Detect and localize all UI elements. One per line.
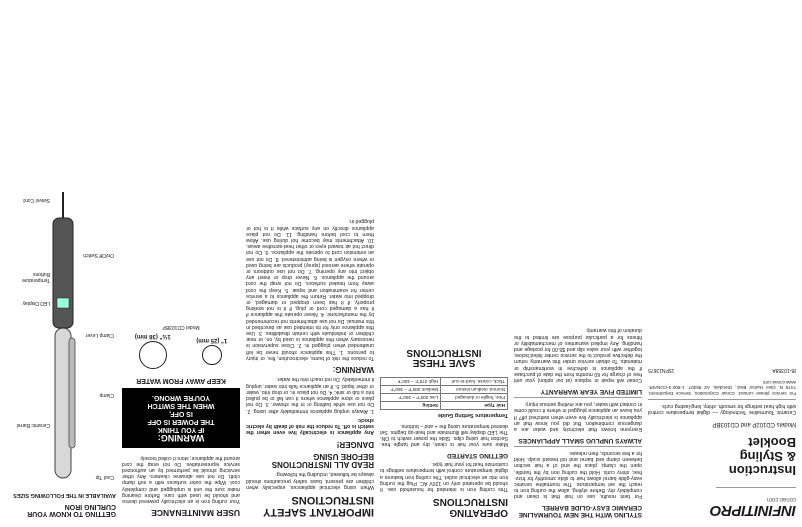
warning-heading: WARNING: [332,365,374,375]
table-header-row [381,402,508,410]
column-header: Setting [381,402,441,410]
warning-line: WHEN THE SWITCH [147,402,215,410]
safety-column [246,8,374,519]
table-row [381,378,508,386]
warning-line: THE POWER IS OFF [147,418,215,426]
save-block [380,346,508,367]
table-cell: Fine, fragile or damaged [441,394,508,402]
part-label: Cool Tip [95,474,114,481]
booklet-title [648,435,796,477]
cover-note: Ceramic Tourmaline Technology — digital temperature control with high heat settings for smooth, shiny, long-lasting curls. [648,402,796,415]
table-cell: Low 200°F – 300°F [381,394,441,402]
maintenance-column [122,8,240,519]
part-label: Clamp [99,392,114,399]
size-model: Model CD103BP [162,324,200,331]
service-address: For service please contact: Conair Corporation, Service Department, 7475 N. Glen Harbor Blvd., Glendale, AZ 85307. 1-800-3-CONAIR. www.conair.com [648,379,796,396]
warranty-text: Conair will repair or replace (at our option) your unit free of charge for 60 months from the date of purchase if the appliance is defective in workmanship or materials. To obtain service under this warranty, return the defective product to the service center listed below, together with your sales slip and $5.00 for postage and handling. Any implied warranties of merchantability or fitness for a particular purpose are limited to the duration of this warranty. [514,327,642,384]
brand-logo: INFINITIPRO [710,502,796,519]
size-small [196,337,227,365]
operating-heading: OPERATING INSTRUCTIONS [433,496,508,518]
curling-iron-diagram [6,188,116,488]
divider [514,446,642,447]
size-circle-icon [139,341,167,369]
divider [716,487,796,488]
print-code: 15PN13675 [648,367,675,374]
curl-size-diagram [122,333,240,369]
warning-line: IF YOU THINK [157,426,205,434]
size-circle-icon [202,345,222,365]
size-large [135,333,171,369]
danger-heading: DANGER! [336,439,374,449]
part-label: Swivel Cord [23,197,50,204]
temp-guide-heading: Temperature Setting Guide [437,412,508,419]
warning-box [122,388,240,448]
small-appliances-text: Everyone knows that electricity and water are a dangerous combination. But did you know that an appliance is electrically live even when switched off? If you leave an appliance plugged in where it could come in contact with water, you are inviting serious injury. [514,401,642,432]
maintenance-text: Your curling iron is an electrically powered device and should be used with care. Before cleaning make sure the unit is unplugged and completely cool. Wipe the outer surfaces with a soft damp cloth. Do not use abrasive cleaners. Any other servicing should be performed by an authorized service representative. Do not wrap the cord around the appliance; store it coiled loosely. [122,454,240,505]
warning-line: IS OFF, [169,410,193,418]
diagram-column [6,8,116,519]
model-numbers: Models CD102P and CD103BP [712,421,796,427]
read-all-heading: READ ALL INSTRUCTIONS BEFORE USING [271,451,374,470]
divider [514,397,642,398]
warranty-column [514,8,642,519]
operating-text: This curling iron is intended for household use. It should be operated only on 120V AC. Plug the curling iron into an electrical outlet. The curling iron features a digital temperature control with temperature settings to customize heat for your hair type. [380,461,508,492]
styling-heading: STYLING WITH THE NEW TOURMALINE CERAMIC EASY-GLIDE BARREL [518,504,642,518]
warning-box-lines [125,393,237,433]
getting-started-text: Make sure your hair is clean, dry and tangle free. Section hair using clips. Slide the power switch to ON. The LED display will illuminate and heat-up begins. Set desired temperature using the + and – buttons. [380,422,508,448]
brand-sub: conair.com [766,496,796,502]
table-row [381,386,508,394]
important-text: When using electrical appliances, especially when children are present, basic safety precautions should always be followed, including the following: [246,471,374,490]
size-label: 1" (25 mm) [196,337,228,344]
title-line: Instruction [728,463,796,478]
warning-list: To reduce the risk of burns, electrocution, fire, or injury to persons: 1. This appliance should never be left unattended when plugged in. 2. Close supervision is necessary when this appliance is used by, on, or near children or individuals with certain disabilities. 3. Use this appliance only for its intended use as described in this manual. Do not use attachments not recommended by the manufacturer. 4. Never operate this appliance if it has a damaged cord or plug, if it is not working properly, if it has been dropped or damaged, or dropped into water. Return the appliance to a service center for examination and repair. 5. Keep the cord away from heated surfaces. Do not wrap the cord around the appliance. 6. Never drop or insert any object into any opening. 7. Do not use outdoors or operate where aerosol (spray) products are being used or where oxygen is being administered. 8. Do not use an extension cord to operate the appliance. 9. Do not direct hot air toward eyes or other heat-sensitive areas. 10. Attachments may become hot during use. Allow them to cool before handling. 11. Do not place appliance directly on any surface while it is hot or plugged in. [246,218,374,361]
table-cell: High 370°F – 400°F [381,378,441,386]
keep-away-label: KEEP AWAY FROM WATER [136,377,226,385]
curling-iron-icon [6,188,116,488]
warranty-heading: LIMITED FIVE YEAR WARRANTY [540,387,642,395]
know-heading: GETTING TO KNOW YOUR CURLING IRON [27,502,116,517]
table-cell: Medium 300°F – 360°F [381,386,441,394]
table-cell: Normal, medium texture [441,386,508,394]
getting-started-heading: GETTING STARTED [447,451,508,459]
part-numbers [648,367,796,373]
maintenance-heading: USER MAINTENANCE [151,508,240,518]
temperature-table [380,377,508,410]
sizes-heading: AVAILABLE IN THE FOLLOWING SIZES [13,492,116,499]
cover-column [648,8,796,519]
styling-text: For best results, use on hair that is clean and completely dry. Before styling, allow the curling iron to reach the set temperature. The tourmaline ceramic easy-glide barrel allows hair to slide smoothly for frizz-free, shiny curls. Hold the curling iron by the handle, open the clamp, place the end of a hair section between clamp and barrel and roll toward scalp. Hold for a few seconds, then release. [514,449,642,500]
table-row [381,394,508,402]
table-cell: Thick, coarse, hard-to-curl [441,378,508,386]
part-number: IB-10358A [772,367,796,374]
part-label: Clamp Lever [85,332,114,339]
small-appliances-heading: ALWAYS UNPLUG SMALL APPLIANCES [518,436,642,444]
safety-list: 1. Always unplug appliance immediately after using. 2. Do not use while bathing or in the shower. 3. Do not place or store appliance where it can fall or be pulled into a tub or sink. 4. Do not place in, or drop into, water or other liquid. 5. If an appliance falls into water, unplug it immediately. Do not reach into the water. [246,376,374,414]
title-line: Booklet [748,435,796,450]
column-header: Hair Type [441,402,508,410]
danger-text: Any appliance is electrically live even when the switch is off. To reduce the risk of death by electric shock: [246,416,374,436]
part-label: LED Display [22,300,50,307]
part-label: Temperature Buttons [21,271,50,284]
part-label: On/Off Switch [83,252,114,259]
operating-column [380,8,508,519]
important-heading: IMPORTANT SAFETY INSTRUCTIONS [263,494,374,518]
warning-line: YOU'RE WRONG. [151,394,211,402]
divider [648,399,796,400]
part-label: Ceramic Barrel [16,422,50,429]
warning-box-title: WARNING: [157,433,205,444]
save-heading: SAVE THESE INSTRUCTIONS [406,346,482,369]
title-line: & Styling [739,449,796,464]
size-label: 1½" (38 mm) [134,333,171,340]
